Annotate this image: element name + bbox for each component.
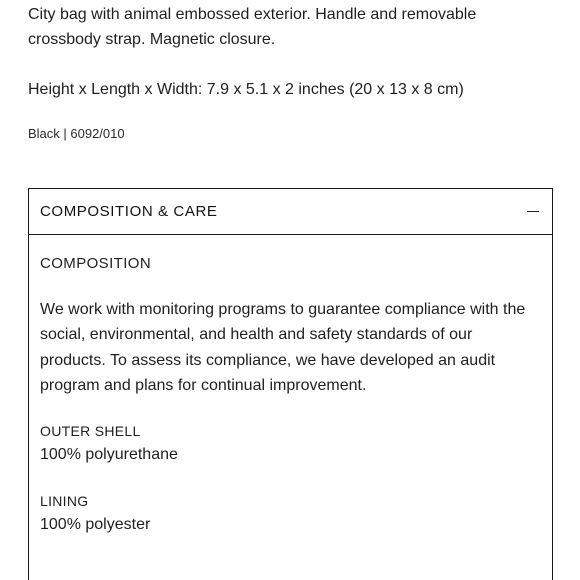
paragraph-line: We work with monitoring programs to guarantee compliance with the <box>40 301 526 318</box>
lining-label: LINING <box>40 493 89 509</box>
composition-heading: COMPOSITION <box>40 255 152 272</box>
accordion-header[interactable] <box>29 189 552 235</box>
product-dimensions: Height x Length x Width: 7.9 x 5.1 x 2 inches (20 x 13 x 8 cm) <box>28 81 464 98</box>
description-line-1: City bag with animal embossed exterior. Handle and removable <box>28 6 477 23</box>
color-reference: Black | 6092/010 <box>28 126 125 141</box>
lining-value: 100% polyester <box>40 516 151 533</box>
accordion-title: COMPOSITION & CARE <box>40 203 218 220</box>
outer-shell-value: 100% polyurethane <box>40 446 178 463</box>
outer-shell-label: OUTER SHELL <box>40 423 141 439</box>
minus-icon[interactable] <box>527 211 539 212</box>
composition-care-accordion <box>28 188 553 580</box>
paragraph-line: social, environmental, and health and safety standards of our <box>40 326 473 344</box>
paragraph-line: program and plans for continual improvement. <box>40 376 367 394</box>
description-line-2: crossbody strap. Magnetic closure. <box>28 31 276 48</box>
compliance-paragraph <box>40 297 545 398</box>
paragraph-line: products. To assess its compliance, we have developed an audit <box>40 351 496 369</box>
